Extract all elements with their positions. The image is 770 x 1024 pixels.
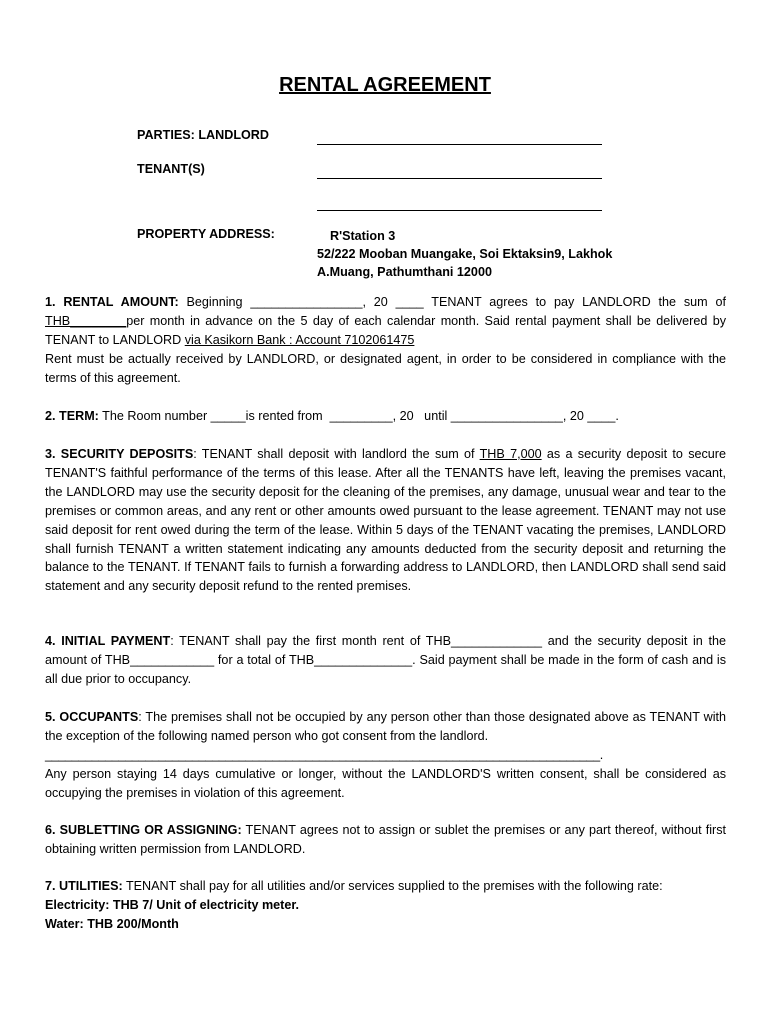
section-term (45, 407, 726, 426)
address-line-2: 52/222 Mooban Muangake, Soi Ektaksin9, Lakhok (317, 247, 613, 261)
section-5-blank-line: ___________________________________________________________________________________. (45, 747, 603, 762)
address-line-1: R'Station 3 (330, 229, 396, 243)
section-3-heading: 3. SECURITY DEPOSITS (45, 447, 194, 461)
section-occupants (45, 708, 726, 803)
section-4-text: : TENANT shall pay the first month rent of THB_____________ and the security deposit in the amount of THB____________ for a total of THB______________. Said payment shall be made in the form of cash and is all due prior to occupancy. (45, 634, 727, 686)
landlord-label: PARTIES: LANDLORD (137, 128, 269, 142)
section-7-heading: 7. UTILITIES: (45, 879, 123, 893)
section-2-heading: 2. TERM: (45, 409, 99, 423)
section-2-text: The Room number _____is rented from _________, 20 until ________________, 20 ____. (98, 409, 619, 423)
landlord-blank-line (317, 144, 602, 145)
section-3-text-a: : TENANT shall deposit with landlord the sum of (193, 447, 480, 461)
section-security-deposits (45, 445, 726, 596)
section-1-bank-account: via Kasikorn Bank : Account 7102061475 (184, 332, 415, 347)
page-title: RENTAL AGREEMENT (279, 74, 491, 96)
section-initial-payment (45, 632, 726, 689)
section-4-heading: 4. INITIAL PAYMENT (45, 634, 171, 648)
address-line-3: A.Muang, Pathumthani 12000 (317, 265, 492, 279)
section-5-heading: 5. OCCUPANTS (45, 710, 139, 724)
property-address (317, 227, 612, 281)
section-1-text-b: per month in advance on the 5 day of each calendar month. Said rental payment shall be delivered by TENANT to LANDLORD (45, 313, 726, 347)
section-3-deposit-amount: THB 7,000 (479, 447, 542, 461)
section-1-thb-blank: THB________ (45, 313, 127, 328)
section-rental-amount (45, 293, 726, 388)
section-6-text: TENANT agrees not to assign or sublet the premises or any part thereof, without first obtaining written permission from LANDLORD. (45, 823, 726, 856)
property-address-label: PROPERTY ADDRESS: (137, 227, 275, 241)
section-subletting (45, 821, 726, 859)
section-3-text-b: as a security deposit to secure TENANT'S faithful performance of the terms of this lease. After all the TENANTS have left, leaving the premises vacant, the LANDLORD may use the security deposit for the cleaning of the premises, any damage, unusual wear and tear to the premises or common areas, and any rent or other amounts owed pursuant to the lease agreement. TENANT may not use said deposit for rent owed during the term of the lease. Within 5 days of the TENANT vacating the premises, LANDLORD shall furnish TENANT a written statement indicating any amounts deducted from the security deposit and returning the balance to the TENANT. If TENANT fails to furnish a forwarding address to LANDLORD, then LANDLORD shall send said statement and any security deposit refund to the rented premises. (45, 447, 726, 594)
section-1-heading: 1. RENTAL AMOUNT: (45, 295, 179, 309)
tenant-blank-line-2 (317, 210, 602, 211)
section-utilities (45, 877, 726, 934)
electricity-rate: Electricity: THB 7/ Unit of electricity meter. (45, 897, 300, 912)
water-rate: Water: THB 200/Month (45, 916, 179, 931)
section-6-heading: 6. SUBLETTING OR ASSIGNING: (45, 823, 242, 837)
section-1-text-a: Beginning ________________, 20 ____ TENANT agrees to pay LANDLORD the sum of (178, 295, 726, 309)
section-7-text: TENANT shall pay for all utilities and/or services supplied to the premises with the following rate: (122, 879, 663, 893)
tenant-label: TENANT(S) (137, 162, 205, 176)
tenant-blank-line-1 (317, 178, 602, 179)
section-1-text-c: Rent must be actually received by LANDLORD, or designated agent, in order to be considered in compliance with the terms of this agreement. (45, 351, 726, 385)
section-5-text-a: : The premises shall not be occupied by any person other than those designated above as TENANT with the exception of the following named person who got consent from the landlord. (45, 710, 726, 743)
section-5-text-b: Any person staying 14 days cumulative or longer, without the LANDLORD'S written consent, shall be considered as occupying the premises in violation of this agreement. (45, 766, 726, 800)
